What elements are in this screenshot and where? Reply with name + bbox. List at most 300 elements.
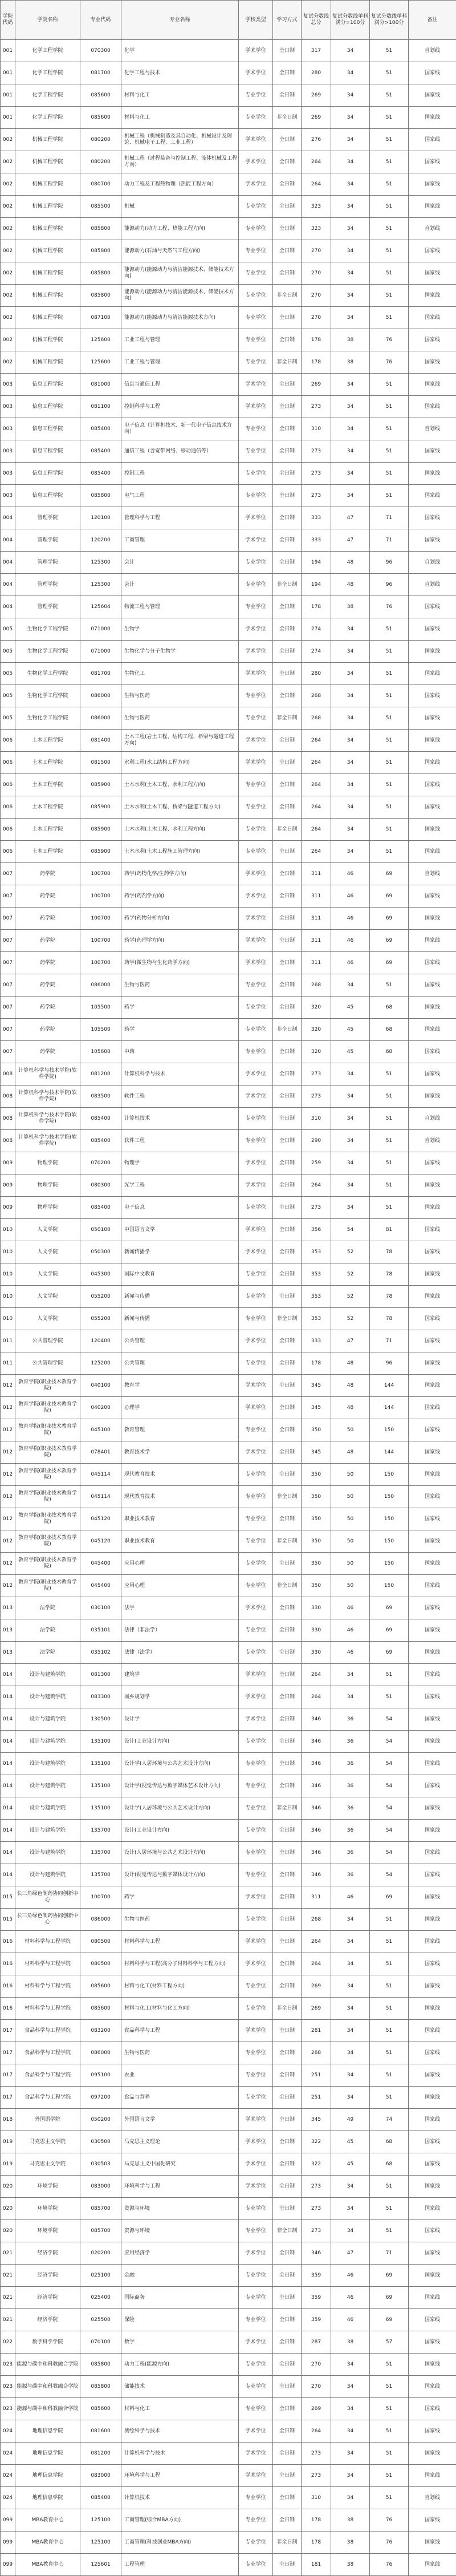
total-score-cell: 264 — [302, 841, 331, 863]
degree-type-cell: 专业学位 — [239, 2509, 273, 2532]
total-score-cell: 268 — [302, 707, 331, 730]
major-code-cell: 085400 — [80, 463, 121, 485]
total-score-cell: 320 — [302, 1041, 331, 1063]
single-score-large-cell: 54 — [370, 1842, 409, 1864]
total-score-cell: 346 — [302, 1731, 331, 1753]
college-name-cell: 生物化学工程学院 — [15, 685, 80, 707]
study-mode-cell: 全日制 — [273, 1597, 302, 1619]
total-score-cell: 350 — [302, 1464, 331, 1486]
total-score-cell: 346 — [302, 1797, 331, 1820]
study-mode-cell: 全日制 — [273, 752, 302, 774]
study-mode-cell: 全日制 — [273, 1441, 302, 1464]
single-score-cell: 34 — [331, 1086, 370, 1108]
single-score-large-cell: 57 — [370, 2331, 409, 2354]
study-mode-cell: 全日制 — [273, 2465, 302, 2487]
study-mode-cell: 全日制 — [273, 1108, 302, 1130]
single-score-cell: 36 — [331, 1842, 370, 1864]
college-code-cell: 024 — [1, 2487, 15, 2509]
total-score-cell: 251 — [302, 2087, 331, 2109]
table-row — [1, 129, 456, 151]
college-code-cell: 008 — [1, 1086, 15, 1108]
study-mode-cell: 全日制 — [273, 1397, 302, 1419]
major-code-cell: 086000 — [80, 974, 121, 997]
college-code-cell: 021 — [1, 2287, 15, 2309]
college-name-cell: 药学院 — [15, 974, 80, 997]
college-name-cell: 化学工程学院 — [15, 40, 80, 62]
study-mode-cell: 全日制 — [273, 1753, 302, 1775]
single-score-large-cell: 150 — [370, 1508, 409, 1530]
major-name-cell: 土木工程(岩土工程、结构工程、桥梁与隧道工程方向) — [121, 730, 239, 752]
single-score-large-cell: 51 — [370, 84, 409, 107]
college-name-cell: 食品科学与工程学院 — [15, 2042, 80, 2064]
header-cell: 学院名称 — [15, 1, 80, 40]
college-code-cell: 014 — [1, 1686, 15, 1708]
degree-type-cell: 专业学位 — [239, 997, 273, 1019]
major-name-cell: 工商管理(综合MBA方向) — [121, 2509, 239, 2532]
remark-cell: 国家线 — [409, 796, 456, 819]
table-row — [1, 485, 456, 507]
major-name-cell: 金融 — [121, 2265, 239, 2287]
single-score-large-cell: 144 — [370, 1375, 409, 1397]
remark-cell: 国家线 — [409, 641, 456, 663]
single-score-cell: 38 — [331, 2554, 370, 2576]
table-row — [1, 1553, 456, 1575]
college-code-cell: 002 — [1, 218, 15, 240]
single-score-large-cell: 54 — [370, 1708, 409, 1731]
table-row — [1, 1797, 456, 1820]
remark-cell: 国家线 — [409, 1642, 456, 1664]
study-mode-cell: 全日制 — [273, 1041, 302, 1063]
table-row — [1, 819, 456, 841]
college-code-cell: 012 — [1, 1375, 15, 1397]
college-code-cell: 002 — [1, 151, 15, 173]
major-code-cell: 080200 — [80, 129, 121, 151]
major-name-cell: 心理学 — [121, 1397, 239, 1419]
major-code-cell: 130500 — [80, 1708, 121, 1731]
table-row — [1, 329, 456, 351]
single-score-cell: 36 — [331, 1731, 370, 1753]
degree-type-cell: 专业学位 — [239, 1909, 273, 1931]
degree-type-cell: 学术学位 — [239, 752, 273, 774]
single-score-cell: 47 — [331, 1330, 370, 1352]
college-name-cell: 机械工程学院 — [15, 351, 80, 374]
major-code-cell: 070300 — [80, 40, 121, 62]
college-code-cell: 002 — [1, 351, 15, 374]
major-name-cell: 药学 — [121, 1886, 239, 1909]
college-code-cell: 001 — [1, 40, 15, 62]
remark-cell: 国家线 — [409, 930, 456, 952]
single-score-large-cell: 51 — [370, 819, 409, 841]
single-score-cell: 34 — [331, 40, 370, 62]
college-name-cell: 地理信息学院 — [15, 2420, 80, 2443]
major-name-cell: 设计(工业设计方向) — [121, 1820, 239, 1842]
major-name-cell: 药学(药剂学方向) — [121, 885, 239, 908]
remark-cell: 国家线 — [409, 2153, 456, 2176]
major-name-cell: 能源动力(能源动力与清洁能源技术、储能技术方向) — [121, 285, 239, 307]
single-score-large-cell: 51 — [370, 752, 409, 774]
remark-cell: 自划线 — [409, 574, 456, 596]
major-name-cell: 设计(工业设计方向) — [121, 1731, 239, 1753]
total-score-cell: 281 — [302, 2020, 331, 2042]
table-row — [1, 1931, 456, 1953]
single-score-cell: 34 — [331, 1686, 370, 1708]
remark-cell: 国家线 — [409, 1731, 456, 1753]
remark-cell: 国家线 — [409, 1753, 456, 1775]
degree-type-cell: 专业学位 — [239, 2309, 273, 2331]
major-code-cell: 135100 — [80, 1797, 121, 1820]
college-name-cell: 生物化学工程学院 — [15, 663, 80, 685]
single-score-large-cell: 51 — [370, 151, 409, 173]
single-score-cell: 38 — [331, 2532, 370, 2554]
major-name-cell: 材料与化工(材料工程方向) — [121, 1975, 239, 1998]
study-mode-cell: 全日制 — [273, 2487, 302, 2509]
major-code-cell: 135100 — [80, 1753, 121, 1775]
single-score-large-cell: 51 — [370, 240, 409, 262]
degree-type-cell: 专业学位 — [239, 974, 273, 997]
college-code-cell: 014 — [1, 1820, 15, 1842]
total-score-cell: 270 — [302, 2354, 331, 2376]
major-code-cell: 125200 — [80, 1352, 121, 1375]
total-score-cell: 273 — [302, 440, 331, 463]
total-score-cell: 264 — [302, 1174, 331, 1197]
major-name-cell: 信息与通信工程 — [121, 374, 239, 396]
study-mode-cell: 全日制 — [273, 1842, 302, 1864]
header-cell: 专业名称 — [121, 1, 239, 40]
major-name-cell: 设计(视觉传达与数字媒体设计方向) — [121, 1864, 239, 1886]
major-name-cell: 药学 — [121, 997, 239, 1019]
study-mode-cell: 全日制 — [273, 885, 302, 908]
single-score-large-cell: 51 — [370, 1130, 409, 1152]
major-code-cell: 085800 — [80, 285, 121, 307]
single-score-large-cell: 78 — [370, 1308, 409, 1330]
major-code-cell: 055200 — [80, 1308, 121, 1330]
table-row — [1, 1041, 456, 1063]
single-score-large-cell: 76 — [370, 2554, 409, 2576]
single-score-large-cell: 54 — [370, 1820, 409, 1842]
total-score-cell: 269 — [302, 2398, 331, 2420]
college-name-cell: 教育学院(职业技术教育学院) — [15, 1486, 80, 1508]
table-row — [1, 1508, 456, 1530]
study-mode-cell: 全日制 — [273, 196, 302, 218]
college-name-cell: 信息工程学院 — [15, 463, 80, 485]
major-code-cell: 085600 — [80, 2398, 121, 2420]
college-name-cell: 土木工程学院 — [15, 796, 80, 819]
table-row — [1, 2087, 456, 2109]
college-name-cell: 环境学院 — [15, 2198, 80, 2220]
single-score-cell: 36 — [331, 1775, 370, 1797]
study-mode-cell: 全日制 — [273, 2309, 302, 2331]
single-score-large-cell: 76 — [370, 351, 409, 374]
college-code-cell: 016 — [1, 1975, 15, 1998]
single-score-cell: 49 — [331, 2109, 370, 2131]
single-score-large-cell: 51 — [370, 440, 409, 463]
degree-type-cell: 学术学位 — [239, 374, 273, 396]
table-row — [1, 2331, 456, 2354]
table-row — [1, 774, 456, 796]
degree-type-cell: 专业学位 — [239, 574, 273, 596]
table-row — [1, 952, 456, 974]
study-mode-cell: 非全日制 — [273, 1797, 302, 1820]
major-name-cell: 生物与医药 — [121, 707, 239, 730]
major-name-cell: 环境科学与工程 — [121, 2176, 239, 2198]
single-score-cell: 38 — [331, 2509, 370, 2532]
single-score-cell: 48 — [331, 574, 370, 596]
degree-type-cell: 学术学位 — [239, 1063, 273, 1086]
major-name-cell: 生物与医药 — [121, 2042, 239, 2064]
single-score-large-cell: 51 — [370, 1108, 409, 1130]
degree-type-cell: 学术学位 — [239, 173, 273, 196]
single-score-cell: 34 — [331, 1063, 370, 1086]
table-row — [1, 552, 456, 574]
remark-cell: 自划线 — [409, 1130, 456, 1152]
degree-type-cell: 专业学位 — [239, 1775, 273, 1797]
table-row — [1, 374, 456, 396]
college-name-cell: 地理信息学院 — [15, 2487, 80, 2509]
college-name-cell: 公共管理学院 — [15, 1330, 80, 1352]
remark-cell: 国家线 — [409, 819, 456, 841]
remark-cell: 国家线 — [409, 2554, 456, 2576]
college-name-cell: 信息工程学院 — [15, 396, 80, 418]
study-mode-cell: 全日制 — [273, 485, 302, 507]
total-score-cell: 330 — [302, 1642, 331, 1664]
degree-type-cell: 专业学位 — [239, 107, 273, 129]
single-score-large-cell: 51 — [370, 262, 409, 285]
single-score-large-cell: 51 — [370, 2420, 409, 2443]
college-code-cell: 017 — [1, 2087, 15, 2109]
college-code-cell: 002 — [1, 329, 15, 351]
degree-type-cell: 学术学位 — [239, 1931, 273, 1953]
remark-cell: 国家线 — [409, 1953, 456, 1975]
degree-type-cell: 专业学位 — [239, 463, 273, 485]
single-score-cell: 34 — [331, 841, 370, 863]
college-code-cell: 012 — [1, 1486, 15, 1508]
study-mode-cell: 全日制 — [273, 151, 302, 173]
single-score-large-cell: 51 — [370, 2376, 409, 2398]
college-name-cell: 机械工程学院 — [15, 240, 80, 262]
major-name-cell: 数学 — [121, 2331, 239, 2354]
major-code-cell: 040200 — [80, 1397, 121, 1419]
college-code-cell: 002 — [1, 240, 15, 262]
college-name-cell: 计算机科学与技术学院(软件学院) — [15, 1108, 80, 1130]
total-score-cell: 268 — [302, 1909, 331, 1931]
remark-cell: 国家线 — [409, 1508, 456, 1530]
single-score-cell: 46 — [331, 952, 370, 974]
degree-type-cell: 专业学位 — [239, 2354, 273, 2376]
college-code-cell: 004 — [1, 596, 15, 618]
college-code-cell: 012 — [1, 1464, 15, 1486]
college-name-cell: 经济学院 — [15, 2242, 80, 2265]
major-code-cell: 100700 — [80, 1886, 121, 1909]
remark-cell: 国家线 — [409, 329, 456, 351]
degree-type-cell: 学术学位 — [239, 396, 273, 418]
total-score-cell: 290 — [302, 1130, 331, 1152]
major-name-cell: 化学工程与技术 — [121, 62, 239, 84]
total-score-cell: 270 — [302, 240, 331, 262]
remark-cell: 国家线 — [409, 1486, 456, 1508]
college-name-cell: 机械工程学院 — [15, 329, 80, 351]
degree-type-cell: 学术学位 — [239, 863, 273, 885]
major-code-cell: 100700 — [80, 930, 121, 952]
table-row — [1, 2398, 456, 2420]
remark-cell: 国家线 — [409, 1308, 456, 1330]
table-row — [1, 507, 456, 529]
college-name-cell: 材料科学与工程学院 — [15, 1975, 80, 1998]
single-score-large-cell: 51 — [370, 396, 409, 418]
single-score-cell: 34 — [331, 173, 370, 196]
remark-cell: 国家线 — [409, 1330, 456, 1352]
total-score-cell: 346 — [302, 1708, 331, 1731]
major-code-cell: 125600 — [80, 329, 121, 351]
single-score-cell: 46 — [331, 2265, 370, 2287]
study-mode-cell: 全日制 — [273, 952, 302, 974]
degree-type-cell: 专业学位 — [239, 2554, 273, 2576]
major-name-cell: 管理科学与工程 — [121, 507, 239, 529]
college-code-cell: 022 — [1, 2331, 15, 2354]
major-code-cell: 085400 — [80, 2487, 121, 2509]
remark-cell: 自划线 — [409, 40, 456, 62]
degree-type-cell: 专业学位 — [239, 1553, 273, 1575]
college-code-cell: 008 — [1, 1063, 15, 1086]
degree-type-cell: 专业学位 — [239, 1619, 273, 1642]
degree-type-cell: 学术学位 — [239, 2242, 273, 2265]
major-name-cell: 电子信息 — [121, 1197, 239, 1219]
single-score-large-cell: 71 — [370, 507, 409, 529]
study-mode-cell: 全日制 — [273, 1063, 302, 1086]
study-mode-cell: 全日制 — [273, 1130, 302, 1152]
college-code-cell: 013 — [1, 1597, 15, 1619]
single-score-cell: 34 — [331, 796, 370, 819]
college-name-cell: 长三角绿色制药协同创新中心 — [15, 1909, 80, 1931]
college-name-cell: 长三角绿色制药协同创新中心 — [15, 1886, 80, 1909]
remark-cell: 国家线 — [409, 307, 456, 329]
single-score-large-cell: 68 — [370, 997, 409, 1019]
degree-type-cell: 专业学位 — [239, 1197, 273, 1219]
total-score-cell: 178 — [302, 2532, 331, 2554]
remark-cell: 国家线 — [409, 1597, 456, 1619]
college-name-cell: 机械工程学院 — [15, 262, 80, 285]
remark-cell: 国家线 — [409, 1820, 456, 1842]
major-name-cell: 资源与环境 — [121, 2220, 239, 2242]
single-score-large-cell: 69 — [370, 1886, 409, 1909]
college-name-cell: 计算机科学与技术学院(软件学院) — [15, 1130, 80, 1152]
major-name-cell: 教育学 — [121, 1375, 239, 1397]
degree-type-cell: 专业学位 — [239, 285, 273, 307]
major-code-cell: 081200 — [80, 2443, 121, 2465]
total-score-cell: 346 — [302, 1775, 331, 1797]
degree-type-cell: 学术学位 — [239, 1686, 273, 1708]
single-score-large-cell: 51 — [370, 1174, 409, 1197]
degree-type-cell: 专业学位 — [239, 1508, 273, 1530]
study-mode-cell: 全日制 — [273, 930, 302, 952]
major-name-cell: 计算机科学与技术 — [121, 2443, 239, 2465]
single-score-large-cell: 51 — [370, 285, 409, 307]
table-row — [1, 84, 456, 107]
remark-cell: 国家线 — [409, 2420, 456, 2443]
major-code-cell: 105500 — [80, 1019, 121, 1041]
college-code-cell: 009 — [1, 1197, 15, 1219]
college-name-cell: 教育学院(职业技术教育学院) — [15, 1575, 80, 1597]
single-score-large-cell: 51 — [370, 40, 409, 62]
major-code-cell: 125300 — [80, 552, 121, 574]
single-score-large-cell: 51 — [370, 1063, 409, 1086]
study-mode-cell: 全日制 — [273, 1197, 302, 1219]
study-mode-cell: 全日制 — [273, 1174, 302, 1197]
college-name-cell: 设计与建筑学院 — [15, 1731, 80, 1753]
table-row — [1, 752, 456, 774]
single-score-cell: 34 — [331, 485, 370, 507]
college-code-cell: 004 — [1, 552, 15, 574]
remark-cell: 国家线 — [409, 1530, 456, 1553]
remark-cell: 国家线 — [409, 507, 456, 529]
college-code-cell: 005 — [1, 707, 15, 730]
single-score-large-cell: 74 — [370, 2109, 409, 2131]
study-mode-cell: 全日制 — [273, 2042, 302, 2064]
degree-type-cell: 专业学位 — [239, 1419, 273, 1441]
single-score-large-cell: 78 — [370, 1263, 409, 1286]
major-code-cell: 030503 — [80, 2153, 121, 2176]
study-mode-cell: 全日制 — [273, 1820, 302, 1842]
table-row — [1, 1397, 456, 1419]
study-mode-cell: 非全日制 — [273, 285, 302, 307]
single-score-large-cell: 54 — [370, 1731, 409, 1753]
major-code-cell: 120200 — [80, 529, 121, 552]
total-score-cell: 259 — [302, 1152, 331, 1174]
single-score-large-cell: 51 — [370, 1152, 409, 1174]
single-score-cell: 34 — [331, 285, 370, 307]
major-code-cell: 086000 — [80, 707, 121, 730]
single-score-cell: 34 — [331, 196, 370, 218]
table-row — [1, 151, 456, 173]
college-name-cell: 教育学院(职业技术教育学院) — [15, 1553, 80, 1575]
major-name-cell: 工商管理 — [121, 529, 239, 552]
single-score-large-cell: 51 — [370, 796, 409, 819]
degree-type-cell: 专业学位 — [239, 196, 273, 218]
major-name-cell: 应用心理 — [121, 1553, 239, 1575]
college-name-cell: 土木工程学院 — [15, 774, 80, 796]
major-code-cell: 085800 — [80, 485, 121, 507]
college-code-cell: 012 — [1, 1575, 15, 1597]
table-row — [1, 997, 456, 1019]
major-name-cell: 外国语言文学 — [121, 2109, 239, 2131]
single-score-large-cell: 51 — [370, 485, 409, 507]
college-name-cell: 管理学院 — [15, 596, 80, 618]
table-row — [1, 1731, 456, 1753]
table-row — [1, 1197, 456, 1219]
remark-cell: 国家线 — [409, 1708, 456, 1731]
single-score-cell: 34 — [331, 641, 370, 663]
degree-type-cell: 专业学位 — [239, 1842, 273, 1864]
college-code-cell: 017 — [1, 2042, 15, 2064]
major-name-cell: 能源动力(动力工程、热能工程方向) — [121, 218, 239, 240]
study-mode-cell: 非全日制 — [273, 2532, 302, 2554]
college-name-cell: 设计与建筑学院 — [15, 1775, 80, 1797]
college-code-cell: 006 — [1, 796, 15, 819]
college-name-cell: 药学院 — [15, 908, 80, 930]
major-name-cell: 控制工程 — [121, 463, 239, 485]
study-mode-cell: 非全日制 — [273, 2220, 302, 2242]
major-name-cell: 通信工程（含宽带网络、移动通信等） — [121, 440, 239, 463]
major-code-cell: 085400 — [80, 418, 121, 440]
total-score-cell: 264 — [302, 752, 331, 774]
college-code-cell: 013 — [1, 1619, 15, 1642]
major-code-cell: 095100 — [80, 2064, 121, 2087]
major-name-cell: 药学(微生物与生化药学方向) — [121, 952, 239, 974]
college-name-cell: 能源与碳中和科教融合学院 — [15, 2376, 80, 2398]
degree-type-cell: 专业学位 — [239, 329, 273, 351]
major-name-cell: 新闻传播学 — [121, 1241, 239, 1263]
degree-type-cell: 学术学位 — [239, 2420, 273, 2443]
single-score-large-cell: 51 — [370, 774, 409, 796]
